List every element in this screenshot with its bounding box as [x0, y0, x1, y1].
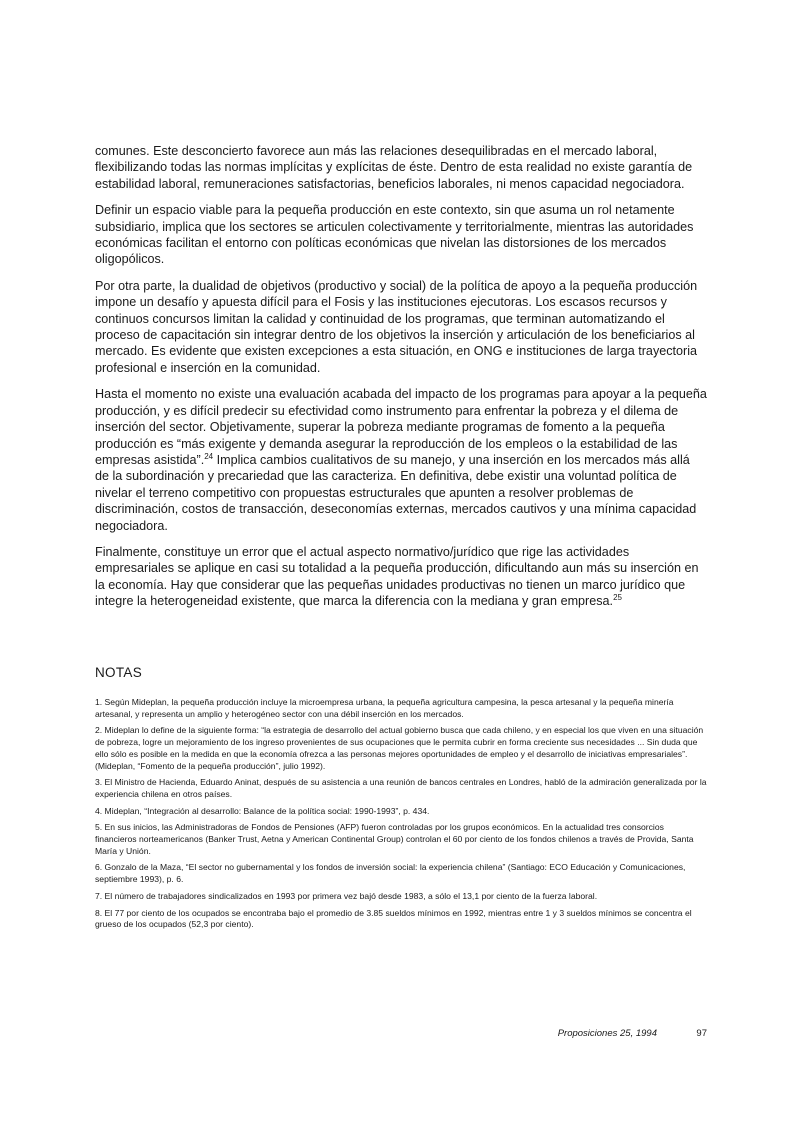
note-item: 8. El 77 por ciento de los ocupados se encontraba bajo el promedio de 3.85 sueldos mínimos en 1992, mientras entre 1 y 3 sueldos mínimos se concentra el grueso de los ocupados (52,3 por ciento). — [95, 907, 692, 930]
paragraph-5 — [95, 544, 707, 610]
notes-heading: NOTAS — [95, 665, 143, 680]
paragraph-2: Definir un espacio viable para la pequeña producción en este contexto, sin que asuma un rol netamente subsidiario, implica que los sectores se articulen colectivamente y territorialmente, mientras las autoridades económicas facilitan el entorno con políticas económicas que nivelan las distorsiones de los mercados oligopólicos. — [95, 203, 694, 267]
page-number: 97 — [696, 1028, 707, 1039]
paragraph-4-part-a: Hasta el momento no existe una evaluación acabada del impacto de los programas para apoyar a la pequeña producción, y es difícil predecir su efectividad como instrumento para enfrentar la pobreza y el dilema de inserción del sector. Objetivamente, superar la pobreza mediante programas de fomento a la pequeña producción es “más exigente y demanda asegurar la reproducción de los empleos o la estabilidad de las empresas asistida”. — [95, 387, 707, 467]
paragraph-1: comunes. Este desconcierto favorece aun más las relaciones desequilibradas en el mercado laboral, flexibilizando todas las normas implícitas y explícitas de éste. Dentro de esta realidad no existe garantía de estabilidad laboral, remuneraciones satisfactorias, beneficios laborales, ni menos capacidad negociadora. — [95, 144, 693, 191]
footnote-ref-24[interactable]: 24 — [204, 451, 214, 461]
paragraph-4-part-b: Implica cambios cualitativos de su manejo, y una inserción en los mercados más allá de la subordinación y precariedad que las caracteriza. En definitiva, debe existir una voluntad política de nivelar el terreno competitivo con propuestas estructurales que apunten a resolver problemas de discriminación, costos de transacción, deseconomías externas, mercados cautivos y una mínima capacidad negociadora. — [95, 452, 697, 533]
paragraph-4 — [95, 386, 707, 534]
paragraph-3: Por otra parte, la dualidad de objetivos (productivo y social) de la política de apoyo a la pequeña producción impone un desafío y apuesta difícil para el Fosis y las instituciones ejecutoras. Los escasos recursos y continuos concursos limitan la calidad y continuidad de los programas, que terminan automatizando el proceso de capacitación sin integrar dentro de los objetivos la inserción y articulación de los beneficiarios al mercado. Es evidente que existen excepciones a esta situación, en ONG e instituciones de larga trayectoria profesional e inserción en la comunidad. — [95, 278, 698, 375]
journal-citation: Proposiciones 25, 1994 — [557, 1028, 657, 1039]
note-item: 6. Gonzalo de la Maza, “El sector no gubernamental y los fondos de inversión social: la experiencia chilena” (Santiago: ECO Educación y Comunicaciones, septiembre 1993), p. 6. — [95, 862, 686, 885]
note-item: 3. El Ministro de Hacienda, Eduardo Aninat, después de su asistencia a una reunión de bancos centrales en Londres, habló de la admiración generalizada por la experiencia chilena en otros países. — [95, 777, 707, 799]
note-item: 2. Mideplan lo define de la siguiente forma: “la estrategia de desarrollo del actual gobierno busca que cada chileno, y en especial los que viven en una situación de pobreza, logre un mejoramiento de los ingreso provenientes de sus ocupaciones que le permita cubrir en forma creciente sus necesidades ... Sin duda que ello sólo es posible en la medida en que la economía ofrezca a las personas mejores oportunidades de empleo y el desarrollo de iniciativas empresariales”. (Mideplan, “Fomento de la pequeña producción”, julio 1992). — [95, 725, 704, 771]
note-item: 7. El número de trabajadores sindicalizados en 1993 por primera vez bajó desde 1983, a sólo el 13,1 por ciento de la fuerza laboral. — [95, 890, 598, 901]
body-text — [95, 143, 707, 620]
footnote-ref-25[interactable]: 25 — [613, 593, 622, 603]
paragraph-5-text: Finalmente, constituye un error que el actual aspecto normativo/jurídico que rige las actividades empresariales se aplique en casi su totalidad a la pequeña producción, dificultando aun más su inserción en la economía. Hay que considerar que las pequeñas unidades productivas no tienen un marco jurídico que integre la heterogeneidad existente, que marca la diferencia con la mediana y gran empresa. — [95, 544, 699, 609]
note-item: 4. Mideplan, “Integración al desarrollo: Balance de la política social: 1990-1993”, p. 434. — [95, 805, 430, 816]
note-item: 5. En sus inicios, las Administradoras de Fondos de Pensiones (AFP) fueron controladas por los grupos económicos. En la actualidad tres consorcios financieros norteamericanos (Banker Trust, Aetna y American Continental Group) controlan el 60 por ciento de los fondos chilenos a través de Provida, Santa María y Unión. — [95, 822, 694, 856]
note-item: 1. Según Mideplan, la pequeña producción incluye la microempresa urbana, la pequeña agricultura campesina, la pesca artesanal y la pequeña minería artesanal, y representa un amplio y heterogéneo sector con una débil inserción en los mercados. — [95, 697, 674, 719]
notes-list — [95, 697, 707, 936]
